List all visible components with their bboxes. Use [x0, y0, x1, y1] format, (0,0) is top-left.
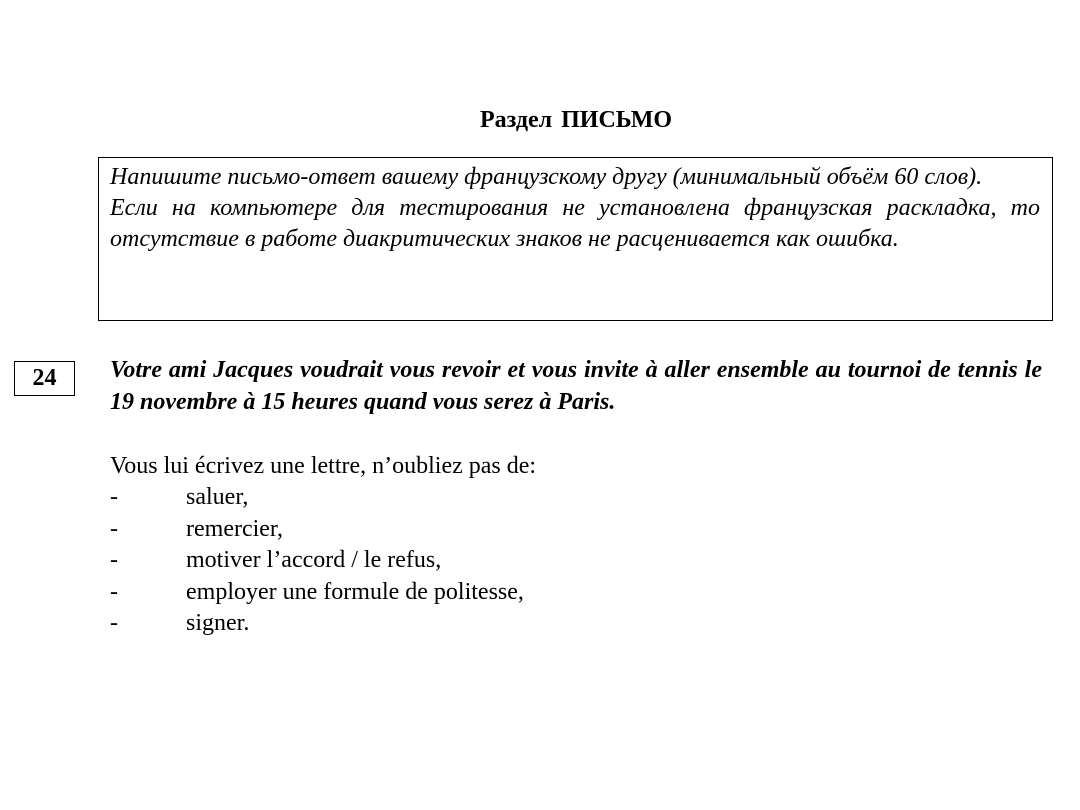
checklist-item-text: remercier,	[186, 515, 283, 542]
task-prompt: Votre ami Jacques voudrait vous revoir et vous invite à aller ensemble au tournoi de tennis le 19 novembre à 15 heures quand vous serez à Paris.	[110, 357, 1042, 415]
section-title: Раздел ПИСЬМО	[479, 107, 673, 133]
checklist-item-text: signer.	[186, 610, 250, 636]
checklist-item-text: motiver l’accord / le refus,	[186, 547, 442, 573]
letter-intro: Vous lui écrivez une lettre, n’oubliez pas de:	[110, 453, 537, 479]
checklist-item	[110, 577, 524, 609]
dash-marker: -	[110, 484, 118, 510]
checklist-item-text: employer une formule de politesse,	[186, 578, 524, 605]
dash-marker: -	[110, 515, 118, 542]
checklist-item-text: saluer,	[186, 484, 249, 510]
letter-checklist	[110, 482, 524, 640]
dash-marker: -	[110, 547, 118, 573]
dash-marker: -	[110, 610, 118, 636]
checklist-item	[110, 482, 524, 514]
task-number-badge: 24	[14, 361, 75, 396]
checklist-item	[110, 545, 524, 577]
instructions-paragraph-keyboard: Если на компьютере для тестирования не установлена французская раскладка, то отсутствие в работе диакритических знаков не расценивается как ошибка.	[110, 195, 1040, 252]
checklist-item	[110, 514, 524, 546]
checklist-item	[110, 608, 524, 640]
dash-marker: -	[110, 578, 118, 605]
instructions-box	[98, 157, 1053, 321]
instructions-paragraph-word-count: Напишите письмо-ответ вашему французскому другу (минимальный объём 60 слов).	[110, 164, 983, 190]
